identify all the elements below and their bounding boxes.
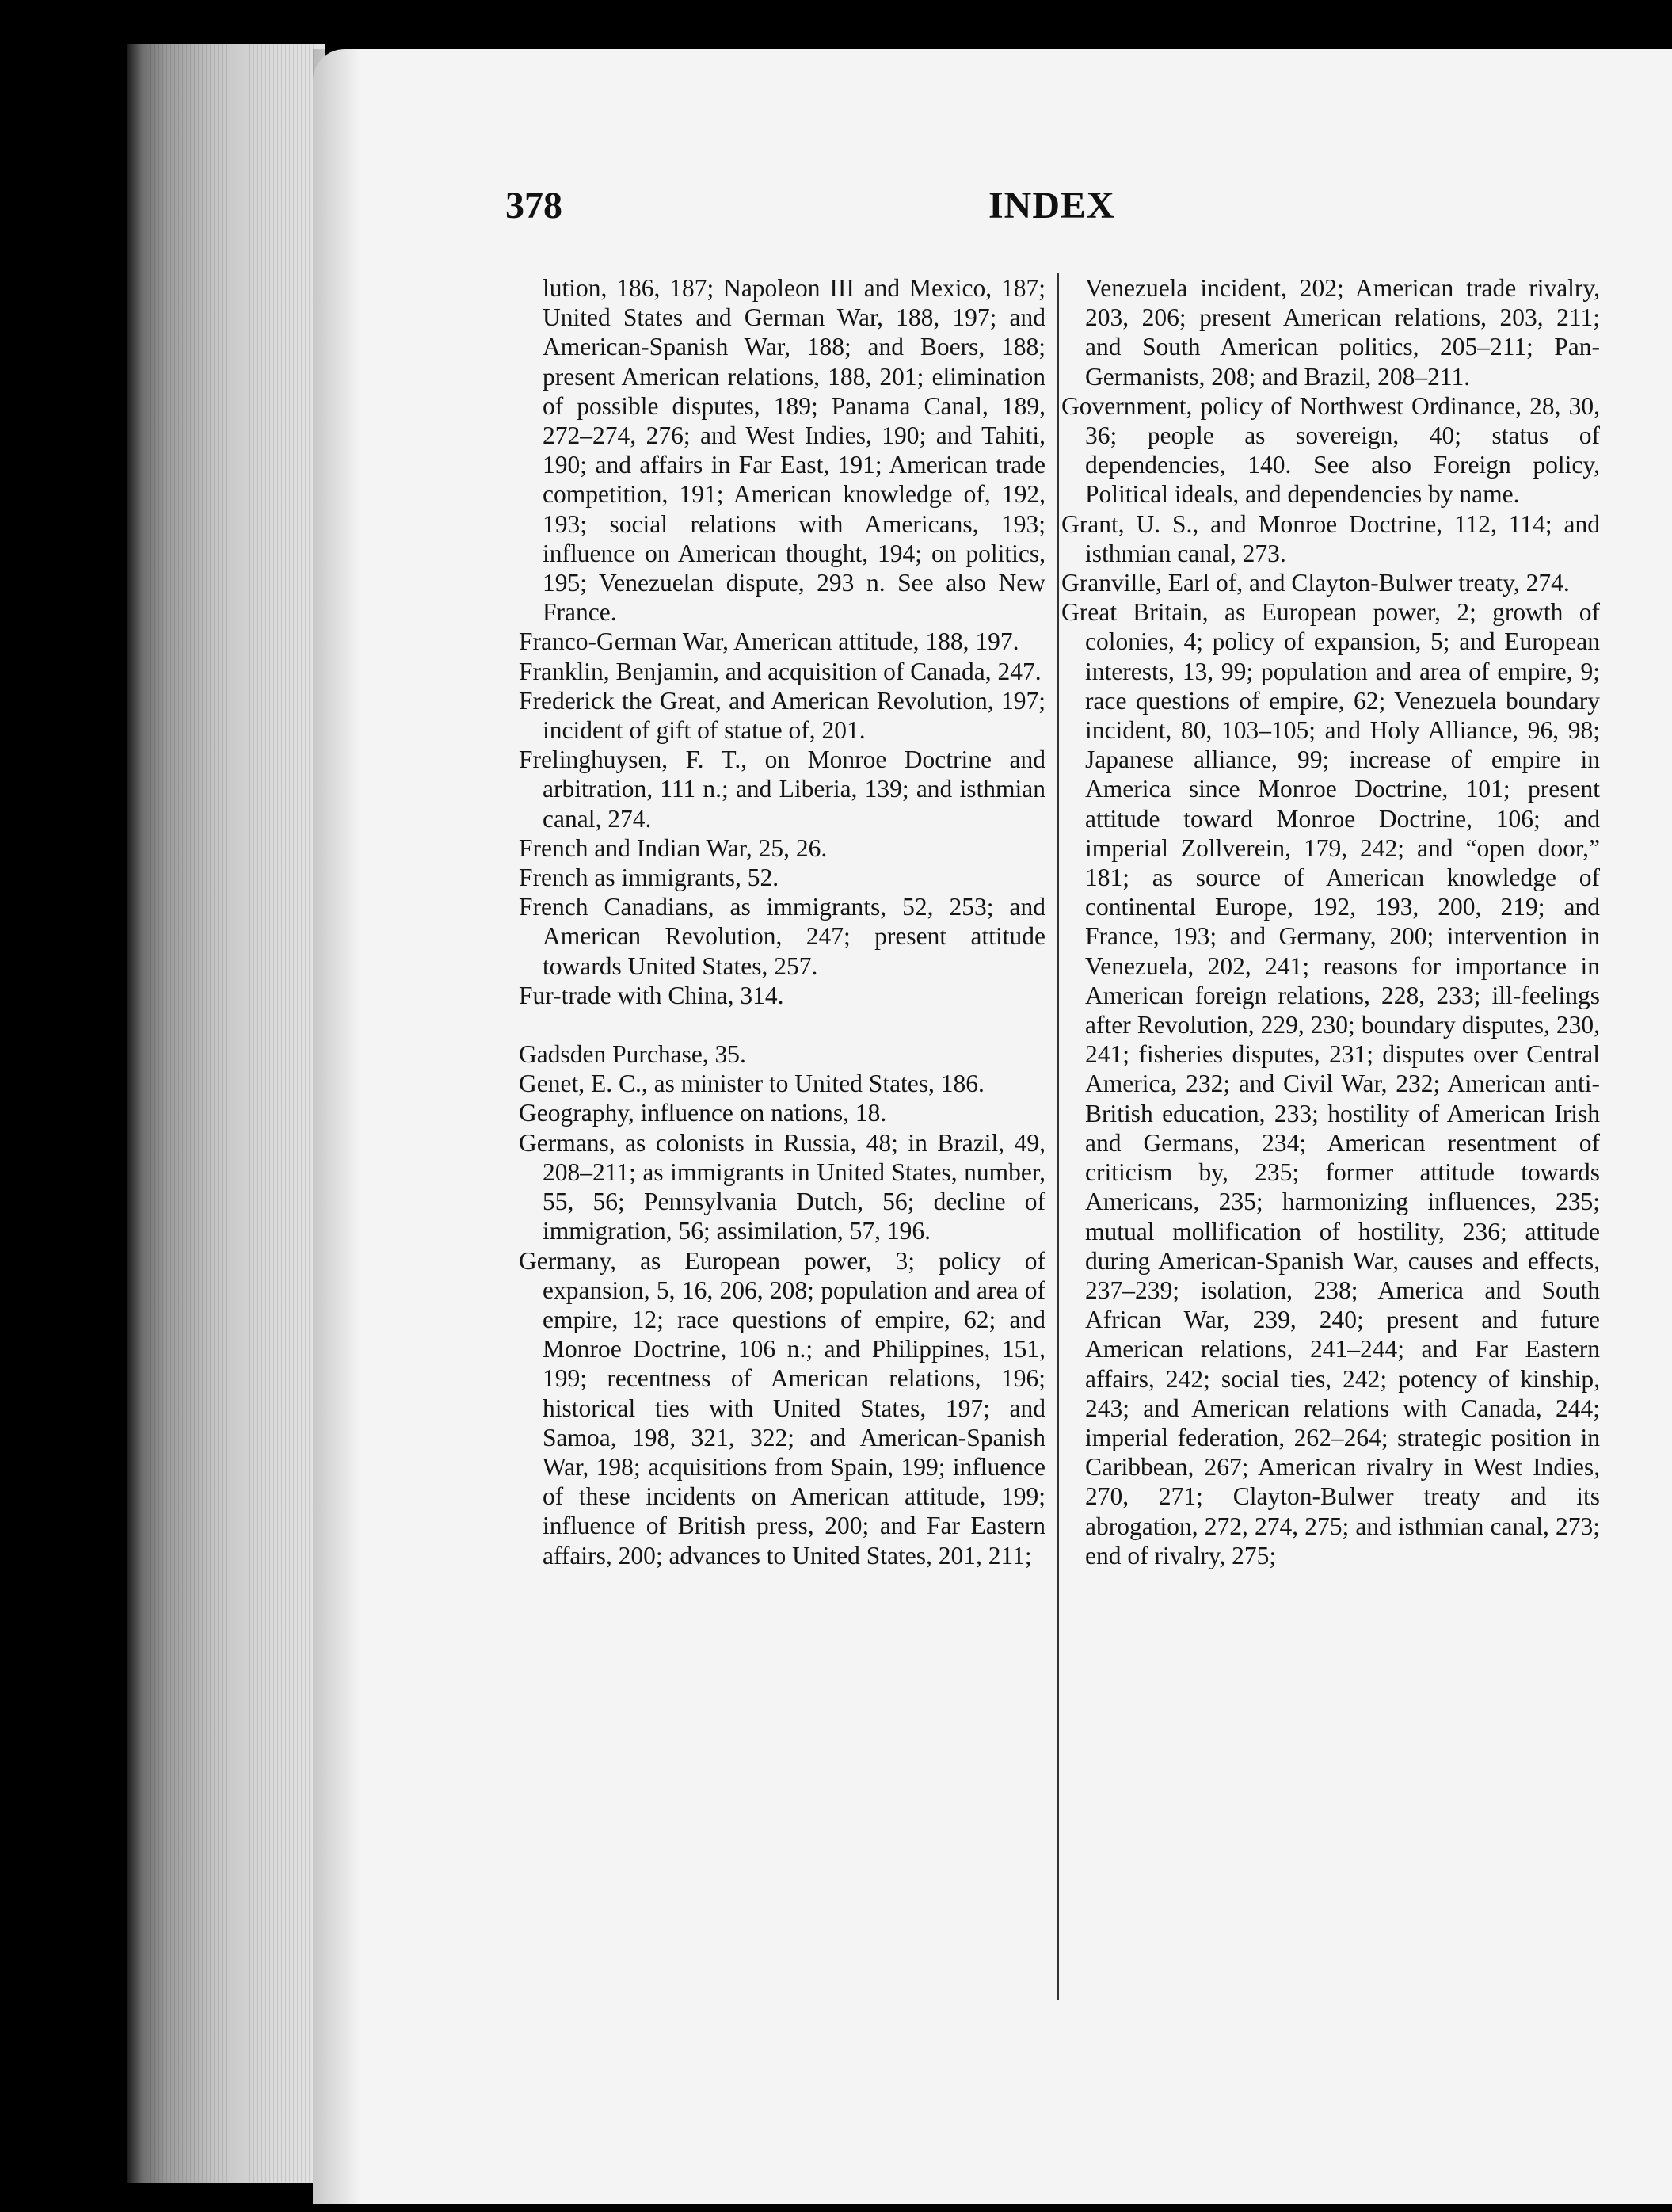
index-entry: Granville, Earl of, and Clayton-Bulwer treaty, 274.	[1061, 569, 1570, 597]
column-divider	[1057, 273, 1059, 2000]
index-entry: Frelinghuysen, F. T., on Monroe Doctrine and arbitration, 111 n.; and Liberia, 139; and isthmian canal, 274.	[519, 746, 1045, 833]
page-number: 378	[505, 185, 562, 227]
index-entry: Genet, E. C., as minister to United States, 186.	[519, 1070, 985, 1098]
section-gap	[519, 1010, 1045, 1039]
index-entry: French as immigrants, 52.	[519, 864, 779, 892]
index-entry: Germany, as European power, 3; policy of expansion, 5, 16, 206, 208; population and area of empire, 12; race questions of empire, 62; and Monroe Doctrine, 106 n.; and Philippines, 151, 199; recentness of American relations, 196; historical ties with United States, 197; and Samoa, 198, 321, 322; and American-Spanish War, 198; acquisitions from Spain, 199; influence of these incidents on American attitude, 199; influence of British press, 200; and Far Eastern affairs, 200; advances to United States, 201, 211;	[519, 1246, 1045, 1569]
index-entry: Government, policy of Northwest Ordinance, 28, 30, 36; people as sovereign, 40; status of dependencies, 140. See also Foreign policy, Political ideals, and dependencies by name.	[1061, 391, 1600, 509]
index-entry: French Canadians, as immigrants, 52, 253; and American Revolution, 247; present attitude towards United States, 257.	[519, 893, 1045, 980]
index-entry: Grant, U. S., and Monroe Doctrine, 112, 114; and isthmian canal, 273.	[1061, 509, 1600, 567]
index-entry: French and Indian War, 25, 26.	[519, 833, 828, 862]
index-entry: Geography, influence on nations, 18.	[519, 1099, 887, 1127]
index-entry: Franklin, Benjamin, and acquisition of Canada, 247.	[519, 657, 1042, 685]
index-column-right	[1061, 273, 1600, 1570]
index-entry: Great Britain, as European power, 2; growth of colonies, 4; policy of expansion, 5; and European interests, 13, 99; population and area of empire, 9; race questions of empire, 62; Venezuela boundary incident, 80, 103–105; and Holy Alliance, 96, 98; Japanese alliance, 99; increase of empire in America since Monroe Doctrine, 101; present attitude toward Monroe Doctrine, 106; and imperial Zollverein, 179, 242; and “open door,” 181; as source of American knowledge of continental Europe, 192, 193, 200, 219; and France, 193; and Germany, 200; intervention in Venezuela, 202, 241; reasons for importance in American foreign relations, 228, 233; ill-feelings after Revolution, 229, 230; boundary disputes, 230, 241; fisheries disputes, 231; disputes over Central America, 232; and Civil War, 232; American anti-British education, 233; hostility of American Irish and Germans, 234; American resentment of criticism by, 235; former attitude towards Americans, 235; harmonizing influences, 235; mutual mollification of hostility, 236; attitude during American-Spanish War, causes and effects, 237–239; isolation, 238; America and South African War, 239, 240; present and future American relations, 241–244; and Far Eastern affairs, 242; social ties, 242; potency of kinship, 243; and American relations with Canada, 244; imperial federation, 262–264; strategic position in Caribbean, 267; American rivalry in West Indies, 270, 271; Clayton-Bulwer treaty and its abrogation, 272, 274, 275; and isthmian canal, 273; end of rivalry, 275;	[1061, 598, 1600, 1569]
running-head: INDEX	[988, 185, 1115, 227]
index-entry: Franco-German War, American attitude, 188, 197.	[519, 627, 1019, 656]
index-entry: Gadsden Purchase, 35.	[519, 1040, 746, 1069]
index-column-left	[519, 273, 1045, 1570]
index-entry: Venezuela incident, 202; American trade rivalry, 203, 206; present American relations, 203, 211; and South American politics, 205–211; Pan-Germanists, 208; and Brazil, 208–211.	[1085, 274, 1600, 391]
index-entry: lution, 186, 187; Napoleon III and Mexico, 187; United States and German War, 188, 197; and American-Spanish War, 188; and Boers, 188; present American relations, 188, 201; elimination of possible disputes, 189; Panama Canal, 189, 272–274, 276; and West Indies, 190; and Tahiti, 190; and affairs in Far East, 191; American trade competition, 191; American knowledge of, 192, 193; social relations with Americans, 193; influence on American thought, 194; on politics, 195; Venezuelan dispute, 293 n. See also New France.	[543, 274, 1045, 627]
gutter-shadow	[313, 49, 360, 2204]
index-entry: Fur-trade with China, 314.	[519, 981, 784, 1009]
page-edge-texture	[135, 44, 317, 2183]
index-entry: Frederick the Great, and American Revolution, 197; incident of gift of statue of, 201.	[519, 686, 1045, 745]
index-entry: Germans, as colonists in Russia, 48; in Brazil, 49, 208–211; as immigrants in United States, number, 55, 56; Pennsylvania Dutch, 56; decline of immigration, 56; assimilation, 57, 196.	[519, 1128, 1045, 1245]
